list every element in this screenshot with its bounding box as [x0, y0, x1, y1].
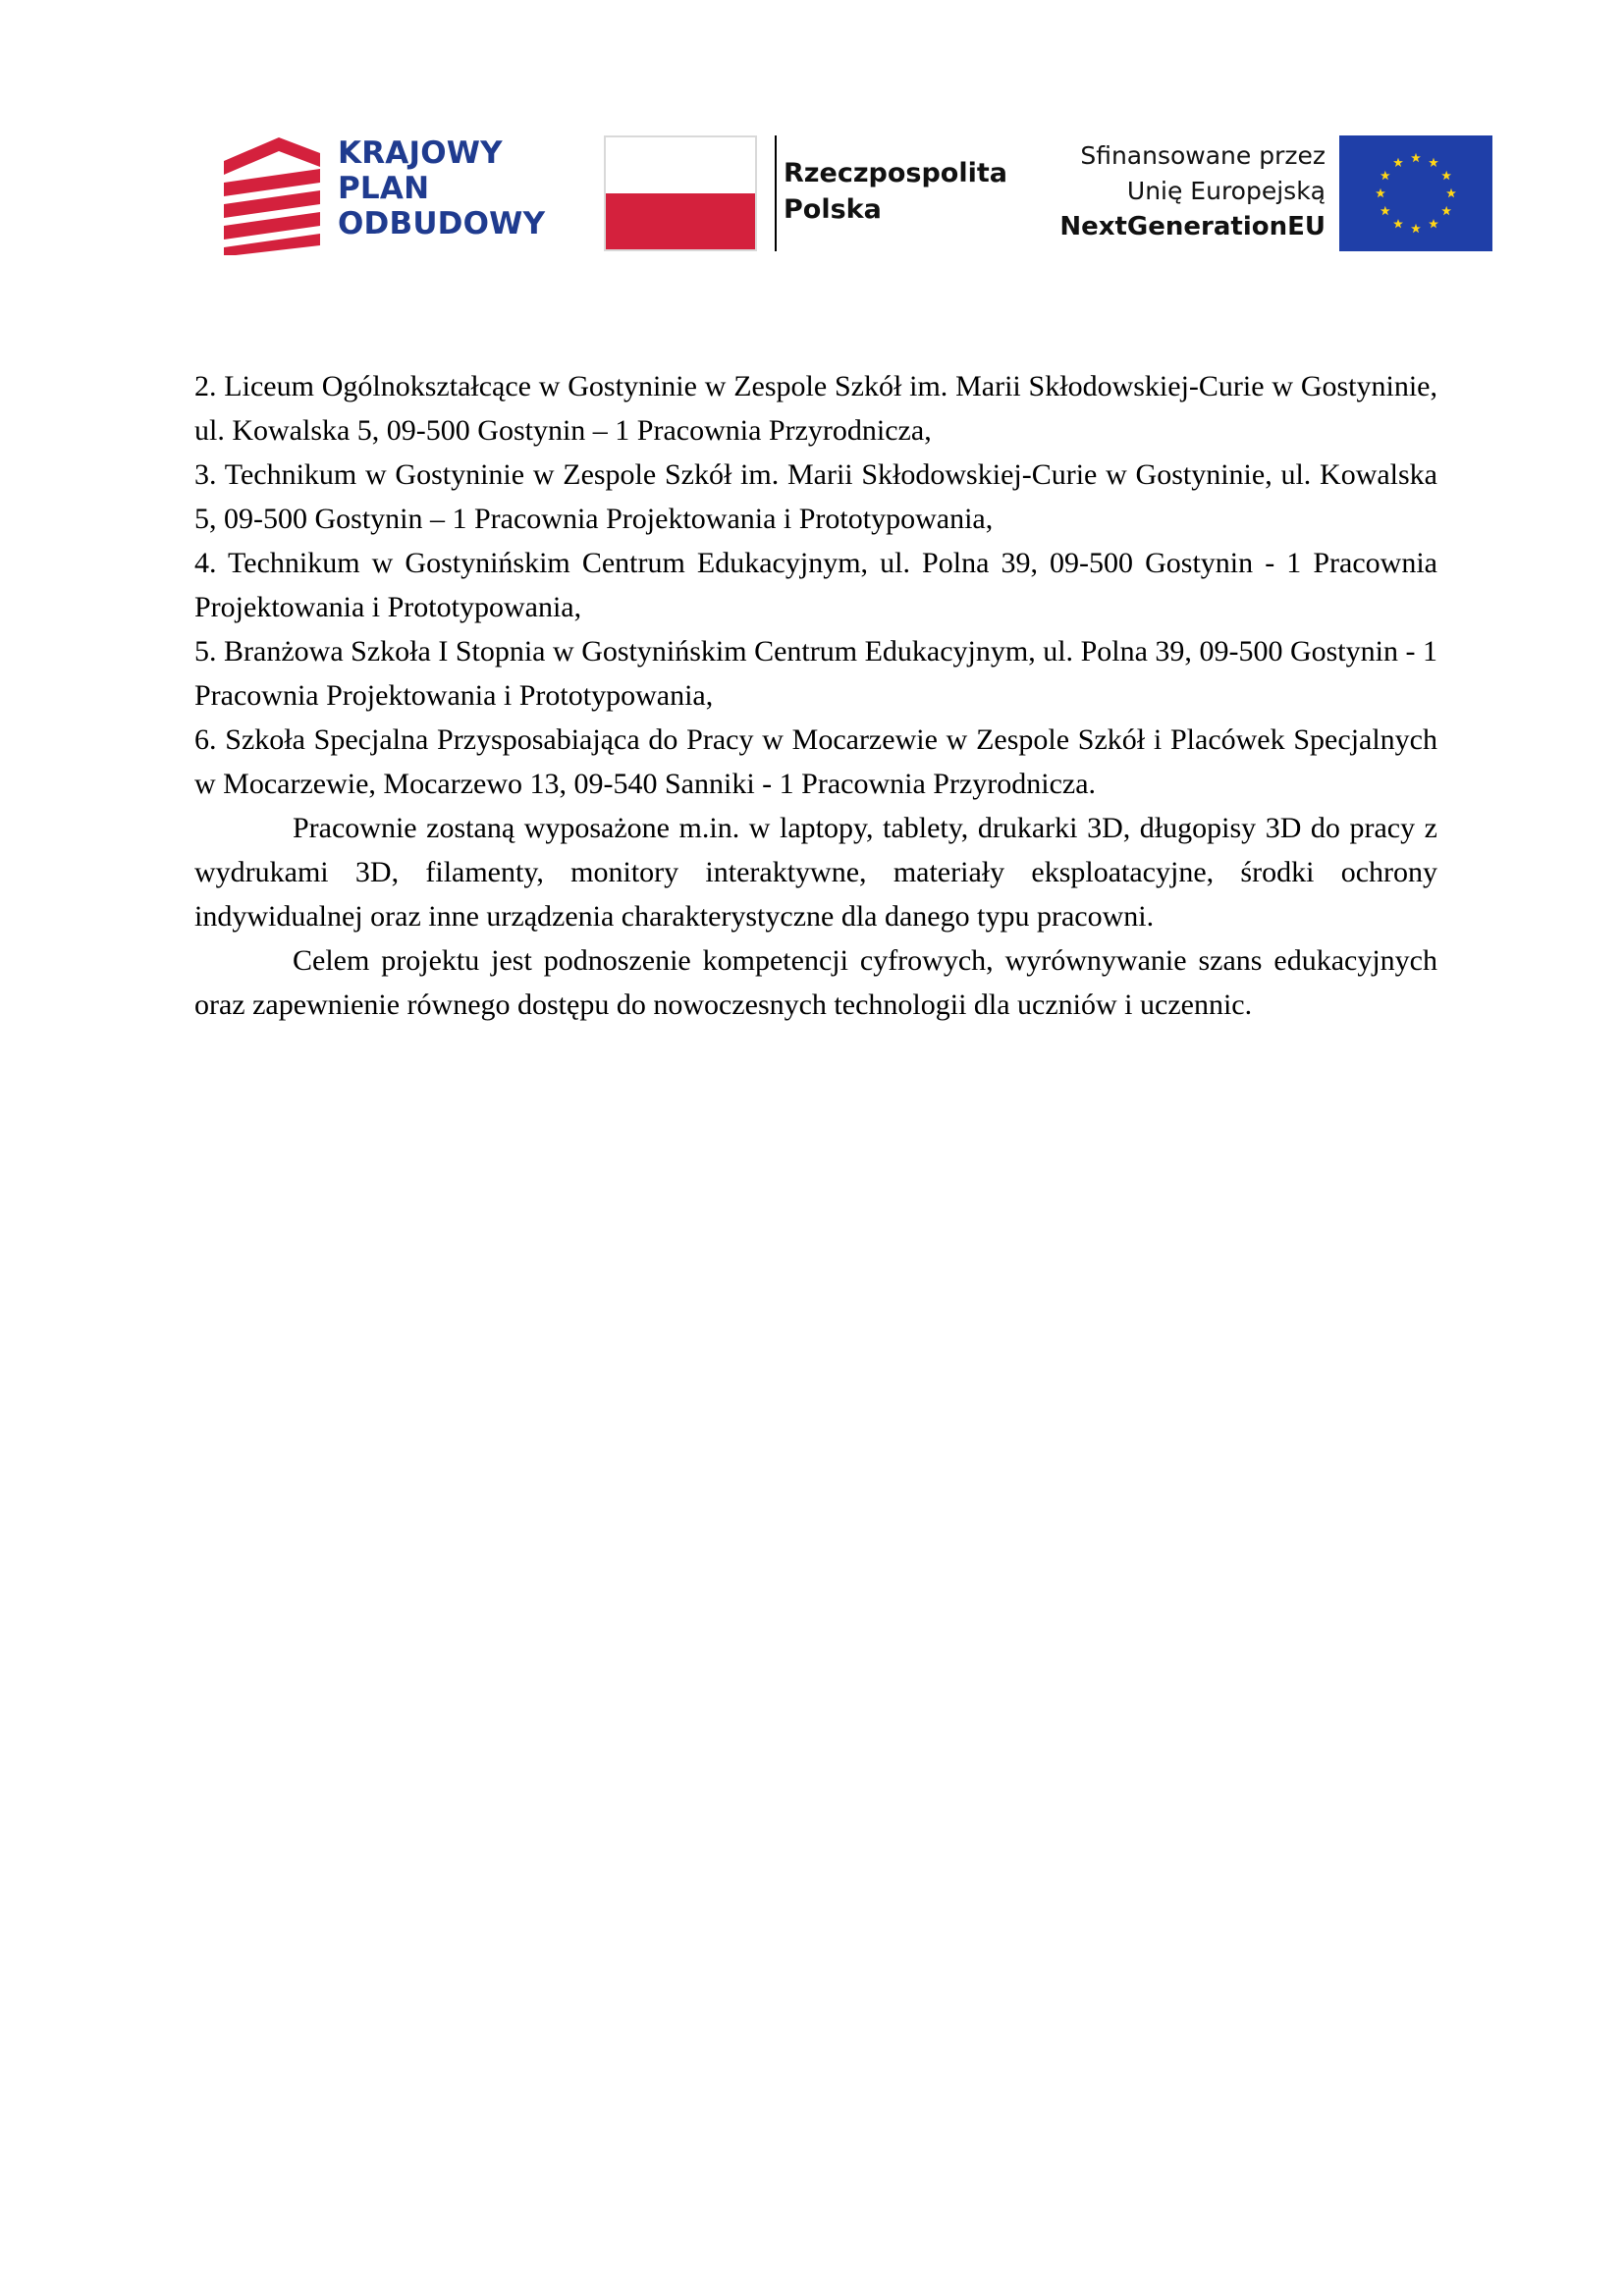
krajowy-plan-odbudowy-logo — [224, 135, 558, 255]
kpo-wordmark — [338, 135, 545, 241]
logo-divider — [775, 135, 777, 251]
eu-line-1: Sfinansowane przez — [1080, 141, 1326, 170]
kpo-line-3: ODBUDOWY — [338, 206, 546, 241]
list-item: 6. Szkoła Specjalna Przysposabiająca do Pracy w Mocarzewie w Zespole Szkół i Placówek Specjalnych w Mocarzewie, Mocarzewo 13, 09-540 Sanniki - 1 Pracownia Przyrodnicza. — [194, 723, 1437, 800]
list-item: 5. Branżowa Szkoła I Stopnia w Gostynińskim Centrum Edukacyjnym, ul. Polna 39, 09-500 Gostynin - 1 Pracownia Projektowania i Prototypowania, — [194, 635, 1437, 712]
goal-paragraph: Celem projektu jest podnoszenie kompetencji cyfrowych, wyrównywanie szans edukacyjnych oraz zapewnienie równego dostępu do nowoczesnych technologii dla uczniów i uczennic. — [194, 944, 1437, 1021]
rp-line-1: Rzeczpospolita — [784, 158, 1007, 188]
kpo-line-1: KRAJOWY — [338, 135, 503, 171]
kpo-line-2: PLAN — [338, 171, 430, 206]
eu-line-3: NextGenerationEU — [1059, 212, 1326, 241]
list-item: 3. Technikum w Gostyninie w Zespole Szkół im. Marii Skłodowskiej-Curie w Gostyninie, ul. Kowalska 5, 09-500 Gostynin – 1 Pracownia Projektowania i Prototypowania, — [194, 458, 1437, 535]
eu-flag-icon — [1339, 135, 1492, 251]
equipment-paragraph: Pracownie zostaną wyposażone m.in. w laptopy, tablety, drukarki 3D, długopisy 3D do pracy z wydrukami 3D, filamenty, monitory interaktywne, materiały eksploatacyjne, środki ochrony indywidualnej oraz inne urządzenia charakterystyczne dla danego typu pracowni. — [194, 812, 1437, 933]
kpo-stripes-icon — [224, 135, 320, 255]
eu-funding-logo — [1041, 135, 1492, 255]
list-item: 4. Technikum w Gostynińskim Centrum Edukacyjnym, ul. Polna 39, 09-500 Gostynin - 1 Pracownia Projektowania i Prototypowania, — [194, 547, 1437, 623]
list-item: 2. Liceum Ogólnokształcące w Gostyninie w Zespole Szkół im. Marii Skłodowskiej-Curie w Gostyninie, ul. Kowalska 5, 09-500 Gostynin – 1 Pracownia Przyrodnicza, — [194, 370, 1437, 447]
rp-line-2: Polska — [784, 194, 882, 225]
polish-flag-icon — [604, 135, 757, 251]
rzeczpospolita-polska-logo — [604, 135, 1007, 253]
eu-line-2: Unię Europejską — [1126, 177, 1326, 205]
rp-wordmark — [784, 155, 1007, 228]
document-body — [194, 364, 1437, 1027]
eu-funding-text — [1059, 138, 1326, 244]
logo-bar — [0, 0, 1624, 294]
